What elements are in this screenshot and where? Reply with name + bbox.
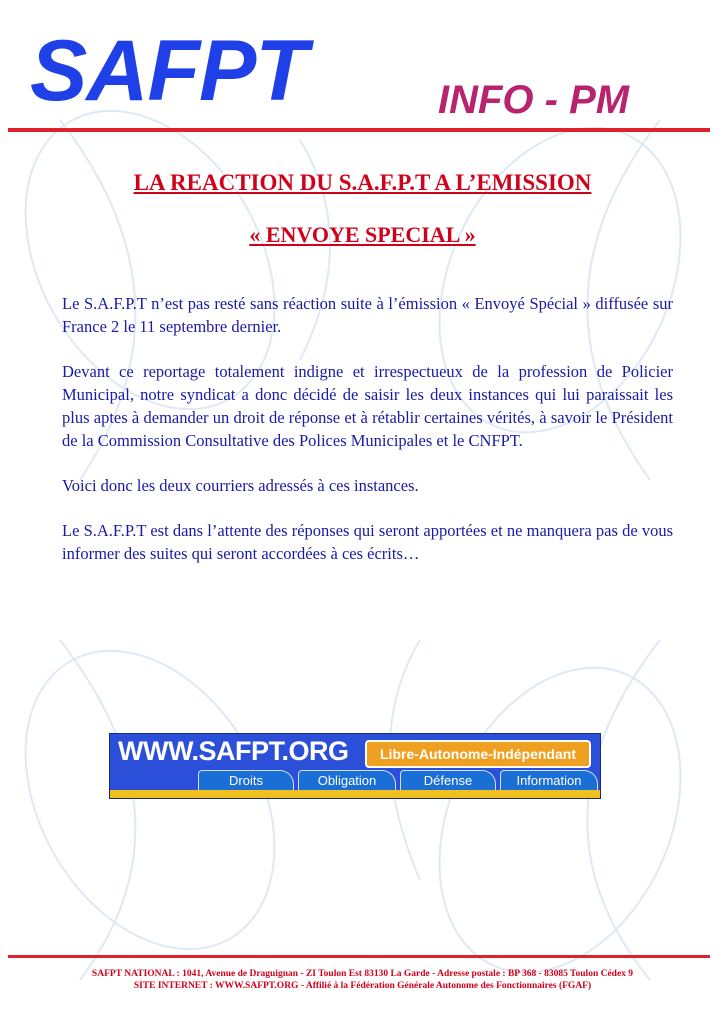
- paragraph-2: Devant ce reportage totalement indigne et irrespectueux de la profession de Policier Municipal, notre syndicat a donc décidé de saisir les deux instances qui lui paraissait les plus aptes à demander un droit de réponse et à rétablir certaines vérités, à savoir le Président de la Commission Consultative des Polices Municipales et le CNFPT.: [62, 362, 673, 450]
- footer-address: SAFPT NATIONAL : 1041, Avenue de Draguignan - ZI Toulon Est 83130 La Garde - Adresse postale : BP 368 - 83085 Toulon Cédex 9: [91, 969, 634, 979]
- paragraph-1: Le S.A.F.P.T n’est pas resté sans réaction suite à l’émission « Envoyé Spécial » diffusée sur France 2 le 11 septembre dernier.: [62, 294, 673, 336]
- tab-droits[interactable]: Droits: [198, 770, 294, 791]
- tab-obligation[interactable]: Obligation: [298, 770, 396, 791]
- top-divider: [8, 128, 710, 132]
- paragraph-4: Le S.A.F.P.T est dans l’attente des réponses qui seront apportées et ne manquera pas de vous informer des suites qui seront accordées à ces écrits…: [62, 521, 673, 563]
- article-body: [62, 292, 673, 587]
- brand-logo-text: SAFPT: [30, 23, 307, 119]
- banner-base-strip: [110, 790, 600, 798]
- website-banner[interactable]: [109, 733, 601, 799]
- article-subtitle: [0, 222, 725, 248]
- banner-url[interactable]: WWW.SAFPT.ORG: [118, 736, 349, 766]
- banner-tabs: [198, 770, 598, 790]
- tab-information[interactable]: Information: [500, 770, 598, 791]
- article-subtitle-text: « ENVOYE SPECIAL »: [249, 222, 476, 247]
- article-title: LA REACTION DU S.A.F.P.T A L’EMISSION: [133, 170, 592, 195]
- bottom-divider: [8, 955, 710, 958]
- footer-website: SITE INTERNET : WWW.SAFPT.ORG - Affilié à la Fédération Générale Autonome des Fonctionnaires (FGAF): [133, 981, 592, 991]
- banner-slogan: Libre-Autonome-Indépendant: [365, 740, 591, 768]
- tab-defense[interactable]: Défense: [400, 770, 496, 791]
- paragraph-3: Voici donc les deux courriers adressés à ces instances.: [62, 476, 419, 495]
- publication-subtitle: INFO - PM: [438, 78, 630, 122]
